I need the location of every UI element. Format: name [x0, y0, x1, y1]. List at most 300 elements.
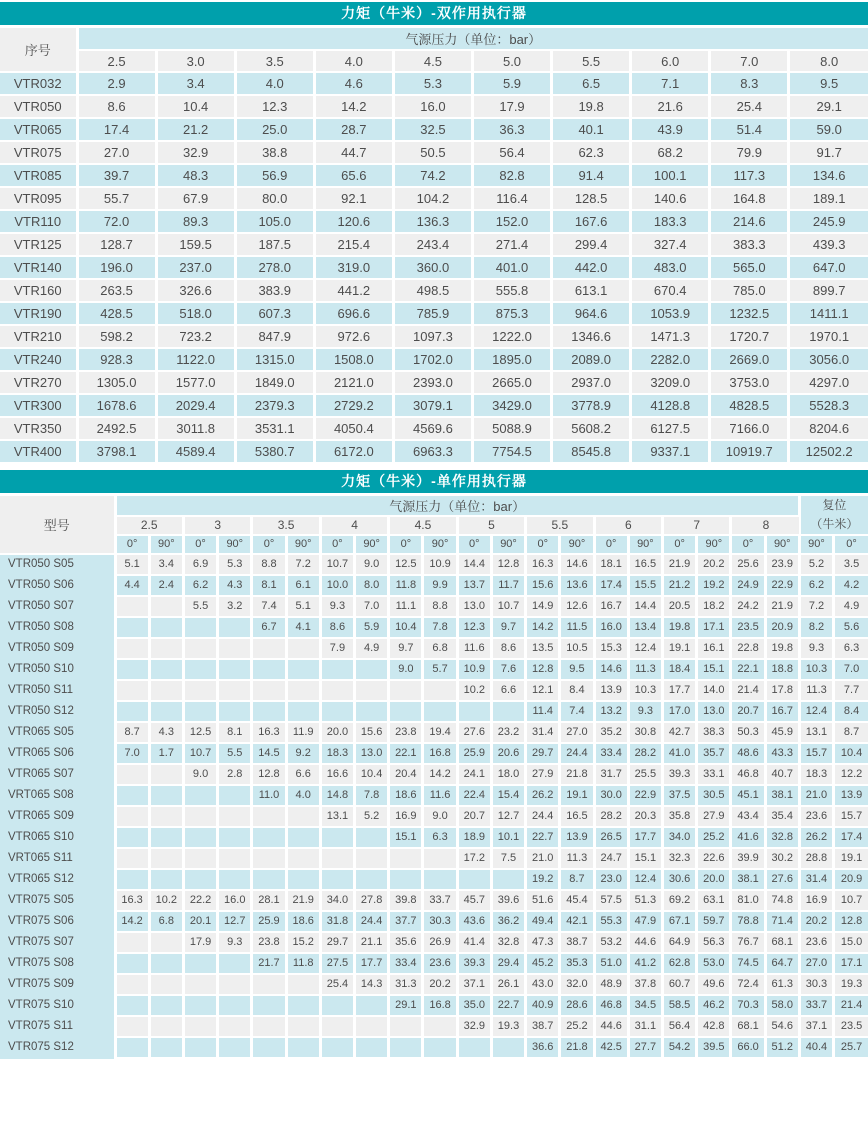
torque-value-cell: 4589.4 [156, 440, 235, 463]
torque-value-cell [149, 1016, 183, 1037]
torque-value-cell: 16.7 [765, 701, 799, 722]
torque-value-cell [320, 827, 354, 848]
torque-value-cell [286, 806, 320, 827]
torque-value-cell [183, 701, 217, 722]
torque-value-cell: 22.9 [765, 575, 799, 596]
torque-value-cell: 565.0 [710, 256, 789, 279]
torque-value-cell: 16.0 [594, 617, 628, 638]
torque-value-cell: 37.5 [663, 785, 697, 806]
torque-value-cell: 10.7 [320, 554, 354, 575]
torque-value-cell: 45.2 [526, 953, 560, 974]
torque-value-cell: 8.4 [560, 680, 594, 701]
torque-value-cell: 6172.0 [314, 440, 393, 463]
pressure-value-header: 2.5 [77, 50, 156, 72]
torque-value-cell: 79.9 [710, 141, 789, 164]
angle-header: 90° [799, 535, 833, 554]
torque-value-cell: 51.6 [526, 890, 560, 911]
torque-value-cell [218, 785, 252, 806]
torque-value-cell [286, 638, 320, 659]
torque-value-cell [115, 869, 149, 890]
torque-value-cell [218, 974, 252, 995]
torque-value-cell: 14.4 [457, 554, 491, 575]
torque-value-cell: 74.8 [765, 890, 799, 911]
double-acting-torque-table [0, 2, 868, 464]
torque-value-cell: 48.6 [731, 743, 765, 764]
reset-value-cell: 12.8 [834, 911, 868, 932]
torque-value-cell: 27.8 [355, 890, 389, 911]
torque-value-cell: 187.5 [235, 233, 314, 256]
torque-value-cell: 598.2 [77, 325, 156, 348]
column-header-model: 型号 [0, 494, 115, 554]
torque-value-cell: 81.0 [731, 890, 765, 911]
torque-value-cell: 38.7 [560, 932, 594, 953]
torque-value-cell [423, 1037, 457, 1058]
torque-value-cell: 30.3 [423, 911, 457, 932]
torque-value-cell: 2121.0 [314, 371, 393, 394]
torque-value-cell: 42.5 [594, 1037, 628, 1058]
torque-value-cell: 68.1 [765, 932, 799, 953]
torque-value-cell: 9.5 [560, 659, 594, 680]
torque-value-cell: 3798.1 [77, 440, 156, 463]
torque-value-cell: 117.3 [710, 164, 789, 187]
torque-value-cell [389, 1037, 423, 1058]
torque-value-cell: 9.3 [628, 701, 662, 722]
torque-value-cell: 64.7 [765, 953, 799, 974]
table-row [0, 827, 868, 848]
torque-value-cell: 8204.6 [789, 417, 868, 440]
torque-value-cell: 9.9 [423, 575, 457, 596]
torque-value-cell: 6963.3 [393, 440, 472, 463]
torque-value-cell: 20.4 [389, 764, 423, 785]
torque-value-cell: 21.1 [355, 932, 389, 953]
torque-value-cell: 26.5 [594, 827, 628, 848]
torque-value-cell [149, 701, 183, 722]
torque-value-cell [115, 785, 149, 806]
torque-value-cell: 30.2 [765, 848, 799, 869]
torque-value-cell [389, 1016, 423, 1037]
pressure-value-header: 8.0 [789, 50, 868, 72]
torque-value-cell: 20.2 [423, 974, 457, 995]
model-cell: VTR095 [0, 187, 77, 210]
torque-value-cell: 22.1 [389, 743, 423, 764]
torque-value-cell: 7.8 [355, 785, 389, 806]
torque-value-cell: 25.2 [697, 827, 731, 848]
torque-value-cell: 22.4 [457, 785, 491, 806]
torque-value-cell [389, 869, 423, 890]
torque-value-cell: 3.2 [218, 596, 252, 617]
torque-value-cell: 17.1 [697, 617, 731, 638]
torque-value-cell: 19.1 [663, 638, 697, 659]
torque-value-cell: 51.0 [594, 953, 628, 974]
table-row [0, 164, 868, 187]
torque-value-cell: 16.9 [389, 806, 423, 827]
torque-value-cell: 214.6 [710, 210, 789, 233]
torque-value-cell: 19.8 [552, 95, 631, 118]
torque-value-cell: 71.4 [765, 911, 799, 932]
table-row [0, 1037, 868, 1058]
torque-value-cell: 51.3 [628, 890, 662, 911]
column-header-pressure: 气源压力（单位：bar） [115, 494, 799, 516]
torque-value-cell: 16.5 [628, 554, 662, 575]
torque-value-cell: 1315.0 [235, 348, 314, 371]
torque-value-cell: 18.6 [389, 785, 423, 806]
torque-value-cell: 2665.0 [472, 371, 551, 394]
torque-value-cell: 1849.0 [235, 371, 314, 394]
torque-value-cell: 16.0 [218, 890, 252, 911]
torque-value-cell: 13.0 [697, 701, 731, 722]
torque-value-cell [457, 701, 491, 722]
torque-value-cell: 34.0 [320, 890, 354, 911]
torque-value-cell: 13.6 [560, 575, 594, 596]
torque-value-cell: 42.8 [697, 1016, 731, 1037]
angle-header: 90° [560, 535, 594, 554]
angle-header: 0° [526, 535, 560, 554]
torque-value-cell: 21.6 [631, 95, 710, 118]
pressure-value-header: 4.5 [393, 50, 472, 72]
torque-value-cell [320, 659, 354, 680]
torque-value-cell [355, 659, 389, 680]
torque-value-cell: 21.9 [765, 596, 799, 617]
torque-value-cell: 7.0 [355, 596, 389, 617]
torque-value-cell [218, 638, 252, 659]
torque-value-cell [115, 638, 149, 659]
torque-value-cell: 613.1 [552, 279, 631, 302]
torque-value-cell: 35.8 [663, 806, 697, 827]
torque-value-cell: 5.5 [218, 743, 252, 764]
reset-value-cell: 16.9 [799, 890, 833, 911]
torque-value-cell [286, 995, 320, 1016]
torque-value-cell: 28.1 [252, 890, 286, 911]
torque-value-cell: 11.5 [560, 617, 594, 638]
model-cell: VTR050 S05 [0, 554, 115, 575]
torque-value-cell: 18.0 [491, 764, 525, 785]
reset-value-cell: 6.2 [799, 575, 833, 596]
pressure-value-header: 5 [457, 516, 525, 535]
model-cell: VTR065 S12 [0, 869, 115, 890]
torque-value-cell [286, 869, 320, 890]
torque-value-cell: 45.1 [731, 785, 765, 806]
torque-value-cell [252, 680, 286, 701]
torque-value-cell: 100.1 [631, 164, 710, 187]
torque-value-cell: 5.3 [393, 72, 472, 95]
torque-value-cell [252, 995, 286, 1016]
torque-value-cell: 35.4 [765, 806, 799, 827]
torque-value-cell: 16.0 [393, 95, 472, 118]
torque-value-cell: 12.3 [457, 617, 491, 638]
torque-value-cell [149, 1037, 183, 1058]
model-cell: VTR050 S08 [0, 617, 115, 638]
torque-value-cell: 37.7 [389, 911, 423, 932]
torque-value-cell: 17.0 [663, 701, 697, 722]
torque-value-cell: 23.8 [389, 722, 423, 743]
torque-value-cell [218, 806, 252, 827]
torque-value-cell: 4.4 [115, 575, 149, 596]
torque-value-cell: 27.6 [457, 722, 491, 743]
torque-value-cell: 10.0 [320, 575, 354, 596]
reset-value-cell: 27.0 [799, 953, 833, 974]
torque-value-cell: 32.8 [491, 932, 525, 953]
torque-value-cell: 555.8 [472, 279, 551, 302]
torque-value-cell: 383.3 [710, 233, 789, 256]
torque-value-cell: 22.6 [697, 848, 731, 869]
torque-value-cell [183, 1037, 217, 1058]
torque-value-cell: 11.7 [491, 575, 525, 596]
torque-value-cell [115, 995, 149, 1016]
torque-value-cell: 4.1 [286, 617, 320, 638]
torque-value-cell: 7.8 [423, 617, 457, 638]
reset-value-cell: 18.3 [799, 764, 833, 785]
torque-value-cell [183, 1016, 217, 1037]
table-title: 力矩（牛米）-双作用执行器 [0, 2, 868, 26]
torque-value-cell: 55.3 [594, 911, 628, 932]
torque-value-cell [252, 869, 286, 890]
torque-value-cell [115, 932, 149, 953]
reset-value-cell: 13.1 [799, 722, 833, 743]
torque-value-cell [286, 1037, 320, 1058]
reset-value-cell: 8.4 [834, 701, 868, 722]
torque-value-cell: 3056.0 [789, 348, 868, 371]
torque-value-cell: 12.8 [252, 764, 286, 785]
torque-value-cell: 8.6 [320, 617, 354, 638]
torque-value-cell [252, 1037, 286, 1058]
torque-value-cell: 20.1 [183, 911, 217, 932]
angle-header: 90° [628, 535, 662, 554]
torque-value-cell: 32.0 [560, 974, 594, 995]
pressure-value-header: 5.0 [472, 50, 551, 72]
torque-value-cell [115, 617, 149, 638]
torque-value-cell: 68.2 [631, 141, 710, 164]
torque-value-cell: 17.4 [77, 118, 156, 141]
torque-value-cell: 4.3 [218, 575, 252, 596]
torque-value-cell: 3.4 [156, 72, 235, 95]
torque-value-cell: 16.3 [252, 722, 286, 743]
header-row [0, 494, 868, 516]
torque-value-cell: 128.7 [77, 233, 156, 256]
table-row [0, 141, 868, 164]
torque-value-cell: 23.9 [765, 554, 799, 575]
torque-value-cell: 38.1 [765, 785, 799, 806]
table-row [0, 417, 868, 440]
torque-value-cell [286, 701, 320, 722]
torque-value-cell: 39.5 [697, 1037, 731, 1058]
table-row [0, 848, 868, 869]
table-row [0, 575, 868, 596]
angle-header: 0° [663, 535, 697, 554]
reset-value-cell: 15.0 [834, 932, 868, 953]
torque-value-cell: 5608.2 [552, 417, 631, 440]
reset-value-cell: 10.4 [834, 743, 868, 764]
torque-value-cell: 56.9 [235, 164, 314, 187]
reset-value-cell: 20.9 [834, 869, 868, 890]
torque-value-cell: 4.0 [235, 72, 314, 95]
torque-value-cell: 22.1 [731, 659, 765, 680]
torque-value-cell: 59.7 [697, 911, 731, 932]
torque-value-cell [423, 701, 457, 722]
table-row [0, 617, 868, 638]
torque-value-cell: 27.7 [628, 1037, 662, 1058]
reset-value-cell: 5.2 [799, 554, 833, 575]
torque-value-cell: 4128.8 [631, 394, 710, 417]
torque-value-cell [149, 659, 183, 680]
torque-value-cell: 9.5 [789, 72, 868, 95]
torque-value-cell: 51.2 [765, 1037, 799, 1058]
torque-value-cell: 1053.9 [631, 302, 710, 325]
angle-header: 90° [218, 535, 252, 554]
torque-value-cell [218, 848, 252, 869]
torque-value-cell: 25.9 [457, 743, 491, 764]
torque-value-cell: 439.3 [789, 233, 868, 256]
torque-value-cell [149, 764, 183, 785]
torque-value-cell [320, 1037, 354, 1058]
torque-value-cell: 66.0 [731, 1037, 765, 1058]
torque-value-cell: 47.3 [526, 932, 560, 953]
torque-value-cell [286, 827, 320, 848]
table-row [0, 256, 868, 279]
torque-value-cell: 1577.0 [156, 371, 235, 394]
torque-value-cell: 43.6 [457, 911, 491, 932]
torque-value-cell: 33.7 [423, 890, 457, 911]
torque-value-cell: 4050.4 [314, 417, 393, 440]
torque-value-cell: 5.7 [423, 659, 457, 680]
torque-value-cell: 116.4 [472, 187, 551, 210]
torque-value-cell: 4.0 [286, 785, 320, 806]
torque-value-cell: 3.4 [149, 554, 183, 575]
torque-value-cell [320, 869, 354, 890]
torque-value-cell: 319.0 [314, 256, 393, 279]
torque-value-cell: 30.8 [628, 722, 662, 743]
torque-value-cell: 518.0 [156, 302, 235, 325]
model-cell: VTR140 [0, 256, 77, 279]
reset-value-cell: 4.2 [834, 575, 868, 596]
torque-value-cell: 76.7 [731, 932, 765, 953]
torque-value-cell: 45.4 [560, 890, 594, 911]
torque-value-cell: 38.8 [235, 141, 314, 164]
torque-value-cell: 23.6 [423, 953, 457, 974]
torque-value-cell: 21.8 [560, 1037, 594, 1058]
torque-value-cell [183, 785, 217, 806]
torque-value-cell: 49.6 [697, 974, 731, 995]
torque-value-cell: 2.9 [77, 72, 156, 95]
model-cell: VTR075 S10 [0, 995, 115, 1016]
table-row [0, 187, 868, 210]
torque-value-cell: 24.4 [355, 911, 389, 932]
torque-value-cell: 13.5 [526, 638, 560, 659]
torque-value-cell: 25.6 [731, 554, 765, 575]
torque-value-cell: 7.4 [252, 596, 286, 617]
torque-value-cell: 24.4 [526, 806, 560, 827]
torque-value-cell: 928.3 [77, 348, 156, 371]
torque-value-cell: 12.5 [389, 554, 423, 575]
torque-value-cell: 30.0 [594, 785, 628, 806]
torque-value-cell: 7754.5 [472, 440, 551, 463]
torque-value-cell: 5.9 [355, 617, 389, 638]
torque-value-cell: 37.1 [457, 974, 491, 995]
pressure-value-header: 3.0 [156, 50, 235, 72]
torque-value-cell: 28.7 [314, 118, 393, 141]
torque-value-cell: 67.1 [663, 911, 697, 932]
torque-value-cell: 441.2 [314, 279, 393, 302]
torque-value-cell: 12.7 [491, 806, 525, 827]
torque-value-cell: 9.3 [218, 932, 252, 953]
torque-value-cell: 9.7 [389, 638, 423, 659]
torque-value-cell [252, 659, 286, 680]
title-row [0, 2, 868, 26]
angle-header: 90° [491, 535, 525, 554]
torque-value-cell [115, 806, 149, 827]
torque-value-cell: 33.4 [389, 953, 423, 974]
torque-value-cell: 19.4 [423, 722, 457, 743]
torque-value-cell: 8.0 [355, 575, 389, 596]
torque-value-cell: 18.4 [663, 659, 697, 680]
torque-value-cell: 59.0 [789, 118, 868, 141]
torque-value-cell: 215.4 [314, 233, 393, 256]
model-cell: VTR065 S09 [0, 806, 115, 827]
torque-value-cell: 17.4 [594, 575, 628, 596]
torque-value-cell: 57.5 [594, 890, 628, 911]
torque-value-cell: 14.2 [115, 911, 149, 932]
torque-value-cell [218, 680, 252, 701]
pressure-value-header: 3 [183, 516, 251, 535]
torque-value-cell: 15.3 [594, 638, 628, 659]
torque-value-cell [183, 638, 217, 659]
torque-value-cell: 1471.3 [631, 325, 710, 348]
torque-value-cell: 27.9 [526, 764, 560, 785]
torque-value-cell: 3531.1 [235, 417, 314, 440]
torque-value-cell: 5380.7 [235, 440, 314, 463]
torque-value-cell: 8.1 [218, 722, 252, 743]
torque-value-cell: 12.4 [628, 638, 662, 659]
torque-value-cell: 5.1 [115, 554, 149, 575]
torque-value-cell: 35.7 [697, 743, 731, 764]
torque-value-cell: 10.9 [423, 554, 457, 575]
torque-value-cell [115, 1037, 149, 1058]
torque-value-cell: 69.2 [663, 890, 697, 911]
reset-value-cell: 26.2 [799, 827, 833, 848]
torque-value-cell: 5.2 [355, 806, 389, 827]
model-cell: VTR075 S05 [0, 890, 115, 911]
torque-value-cell: 5.9 [472, 72, 551, 95]
torque-value-cell: 22.7 [526, 827, 560, 848]
model-cell: VTR065 S05 [0, 722, 115, 743]
torque-value-cell: 847.9 [235, 325, 314, 348]
torque-value-cell [149, 974, 183, 995]
torque-value-cell: 16.6 [320, 764, 354, 785]
torque-value-cell: 14.6 [594, 659, 628, 680]
torque-value-cell: 21.7 [252, 953, 286, 974]
model-cell: VTR190 [0, 302, 77, 325]
torque-value-cell: 271.4 [472, 233, 551, 256]
torque-value-cell: 31.4 [526, 722, 560, 743]
torque-value-cell: 6.7 [252, 617, 286, 638]
torque-value-cell: 55.7 [77, 187, 156, 210]
torque-value-cell: 26.1 [491, 974, 525, 995]
torque-value-cell: 2492.5 [77, 417, 156, 440]
torque-value-cell [218, 617, 252, 638]
torque-value-cell: 27.9 [697, 806, 731, 827]
table-row [0, 722, 868, 743]
header-row [0, 26, 868, 50]
torque-value-cell: 39.6 [491, 890, 525, 911]
table-row [0, 118, 868, 141]
title-row [0, 470, 868, 494]
torque-value-cell [218, 995, 252, 1016]
torque-value-cell: 25.4 [320, 974, 354, 995]
torque-value-cell: 24.2 [731, 596, 765, 617]
torque-value-cell: 18.3 [320, 743, 354, 764]
torque-value-cell: 24.1 [457, 764, 491, 785]
torque-value-cell: 31.3 [389, 974, 423, 995]
torque-value-cell: 40.7 [765, 764, 799, 785]
